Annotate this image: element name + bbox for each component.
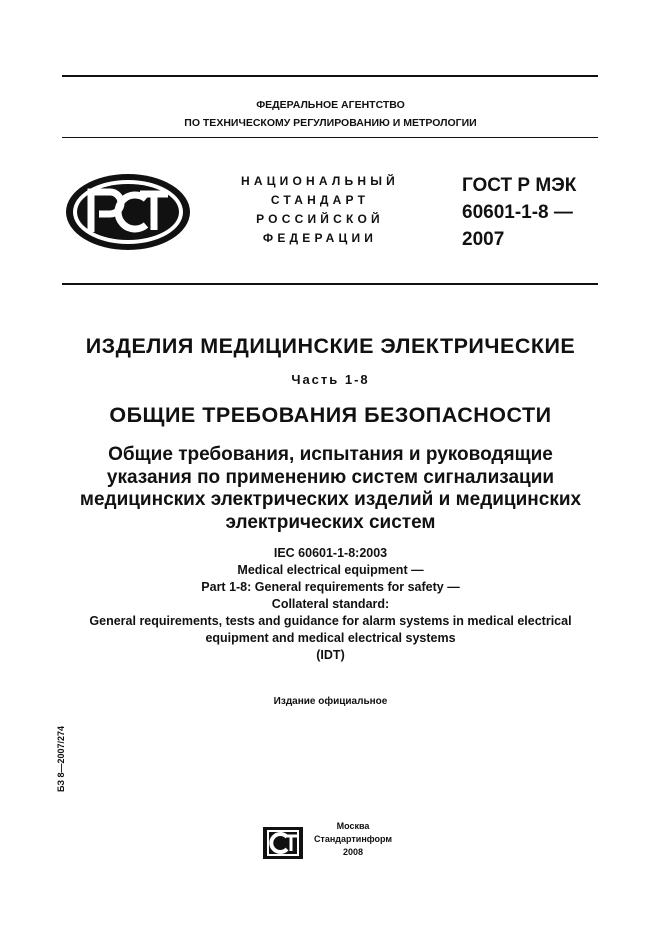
- agency-header: [0, 96, 661, 132]
- iec-reference: [30, 545, 631, 664]
- designation-line-2: 60601-1-8 —: [462, 202, 573, 223]
- standard-designation: [462, 172, 576, 253]
- iec-line: equipment and medical electrical systems: [205, 631, 456, 645]
- national-standard-line-3: РОССИЙСКОЙ: [256, 212, 384, 226]
- subtitle-line: электрических систем: [225, 511, 436, 533]
- iec-line: Part 1-8: General requirements for safety —: [201, 580, 460, 594]
- publisher-city: Москва: [336, 821, 370, 831]
- publisher-year: 2008: [342, 847, 364, 857]
- designation-line-3: 2007: [462, 229, 505, 250]
- subtitle: [50, 444, 611, 534]
- publisher-block: [308, 820, 398, 859]
- publisher-name: Стандартинформ: [313, 834, 393, 844]
- subtitle-line: медицинских электрических изделий и медицинских: [79, 489, 582, 510]
- subtitle-line: указания по применению систем сигнализации: [106, 466, 555, 488]
- national-standard-line-4: ФЕДЕРАЦИИ: [262, 231, 378, 245]
- standartinform-mark-icon: [262, 826, 304, 860]
- agency-line-1: ФЕДЕРАЛЬНОЕ АГЕНТСТВО: [256, 99, 405, 111]
- top-rule: [62, 75, 598, 77]
- title-rule: [62, 283, 598, 285]
- section-title: ОБЩИЕ ТРЕБОВАНИЯ БЕЗОПАСНОСТИ: [109, 403, 552, 427]
- agency-line-2: ПО ТЕХНИЧЕСКОМУ РЕГУЛИРОВАНИЮ И МЕТРОЛОГИИ: [184, 117, 477, 129]
- iec-line: Collateral standard:: [271, 597, 390, 611]
- iec-line: (IDT): [316, 648, 345, 662]
- designation-line-1: ГОСТ Р МЭК: [462, 175, 577, 196]
- subtitle-line: Общие требования, испытания и руководящие: [108, 444, 553, 465]
- main-title: ИЗДЕЛИЯ МЕДИЦИНСКИЕ ЭЛЕКТРИЧЕСКИЕ: [85, 334, 576, 358]
- header-rule: [62, 137, 598, 138]
- part-number: Часть 1-8: [291, 372, 370, 387]
- side-code: БЗ 8—2007/274: [56, 725, 66, 792]
- national-standard-line-2: СТАНДАРТ: [270, 193, 370, 207]
- edition-label: Издание официальное: [273, 696, 388, 707]
- national-standard-label: [232, 172, 408, 248]
- iec-line: IEC 60601-1-8:2003: [273, 546, 388, 560]
- rst-certification-mark-icon: [64, 172, 192, 252]
- iec-line: General requirements, tests and guidance for alarm systems in medical electrical: [89, 614, 572, 628]
- iec-line: Medical electrical equipment —: [237, 563, 424, 577]
- national-standard-line-1: НАЦИОНАЛЬНЫЙ: [240, 174, 400, 188]
